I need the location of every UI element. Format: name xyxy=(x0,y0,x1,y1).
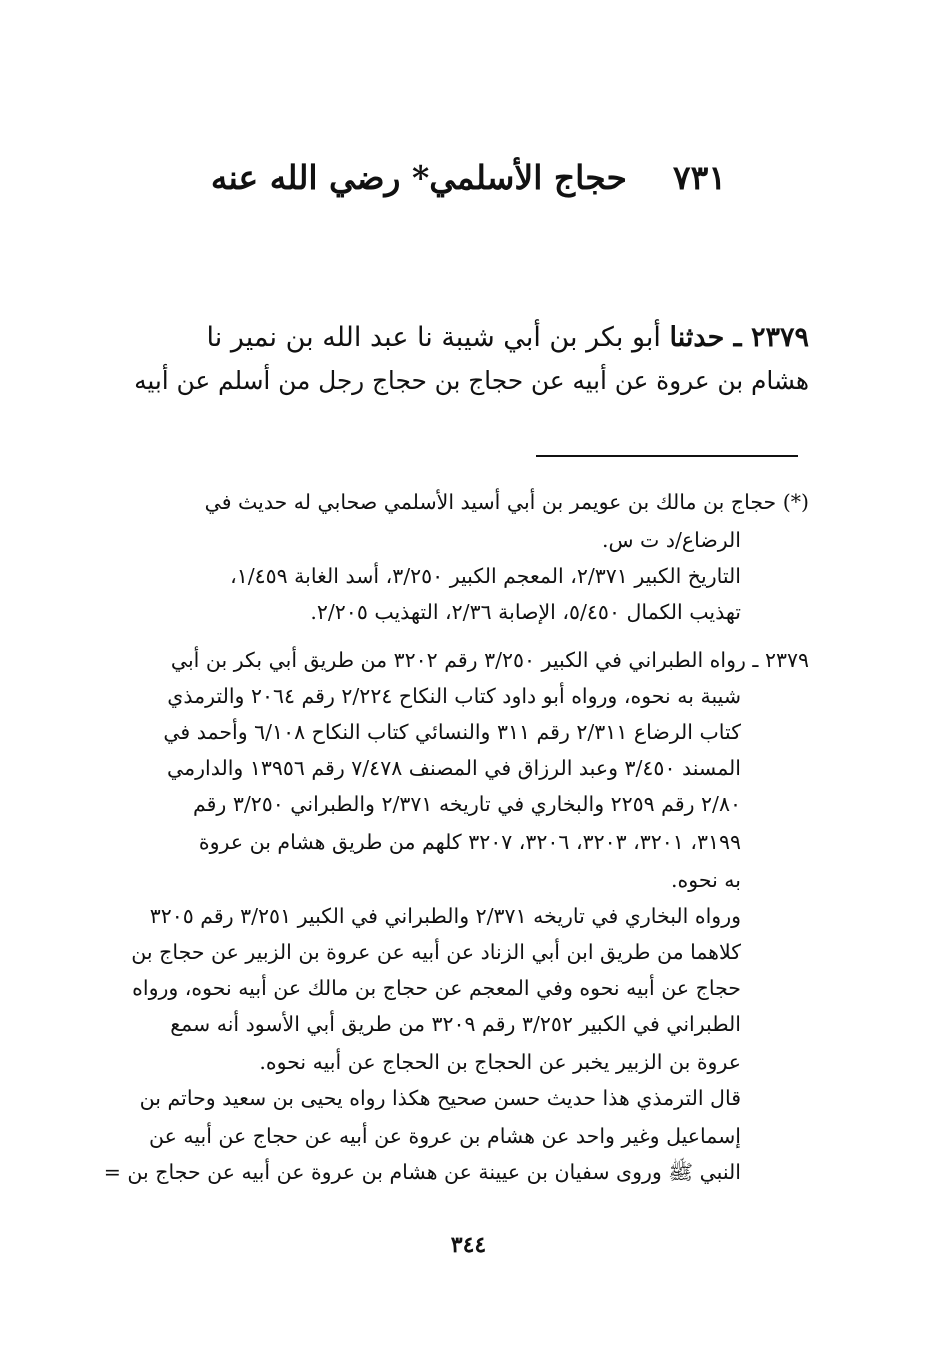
footnote-takhrij-line: كلاهما من طريق ابن أبي الزناد عن أبيه عن عروة بن الزبير عن حجاج بن xyxy=(131,940,741,964)
footnote-takhrij-line: حجاج عن أبيه نحوه وفي المعجم عن حجاج بن مالك عن أبيه نحوه، ورواه xyxy=(132,976,741,1000)
footnote-takhrij-line: الطبراني في الكبير ٣/٢٥٢ رقم ٣٢٠٩ من طريق أبي الأسود أنه سمع xyxy=(170,1012,741,1036)
chapter-title: حجاج الأسلمي* رضي الله عنه xyxy=(210,158,627,197)
footnote-bio-line: تهذيب الكمال ٥/٤٥٠، الإصابة ٢/٣٦، التهذيب ٢/٢٠٥. xyxy=(310,600,741,624)
footnote-takhrij-line: ٢/٨٠ رقم ٢٢٥٩ والبخاري في تاريخه ٢/٣٧١ والطبراني ٣/٢٥٠ رقم xyxy=(192,792,741,816)
footnote-takhrij-line: النبي ﷺ وروى سفيان بن عيينة عن هشام بن عروة عن أبيه عن حجاج بن = xyxy=(103,1160,741,1184)
chapter-heading xyxy=(0,158,937,197)
footnote-bio-line: التاريخ الكبير ٢/٣٧١، المعجم الكبير ٣/٢٥٠، أسد الغابة ١/٤٥٩، xyxy=(230,564,741,588)
hadith-line-1 xyxy=(207,322,809,353)
hadith-line-2: هشام بن عروة عن أبيه عن حجاج بن حجاج رجل من أسلم عن أبيه xyxy=(134,366,809,395)
page-number: ٣٤٤ xyxy=(450,1232,487,1258)
footnote-takhrij-line: عروة بن الزبير يخبر عن الحجاج بن الحجاج عن أبيه نحوه. xyxy=(259,1050,741,1074)
footnote-takhrij-line: المسند ٣/٤٥٠ وعبد الرزاق في المصنف ٧/٤٧٨ رقم ١٣٩٥٦ والدارمي xyxy=(167,756,741,780)
footnote-takhrij-line: شيبة به نحوه، ورواه أبو داود كتاب النكاح ٢/٢٢٤ رقم ٢٠٦٤ والترمذي xyxy=(167,684,741,708)
footnote-takhrij-line: إسماعيل وغير واحد عن هشام بن عروة عن أبيه عن حجاج عن أبيه عن xyxy=(148,1124,741,1148)
chapter-number: ٧٣١ xyxy=(672,158,727,197)
footnote-takhrij-line: كتاب الرضاع ٢/٣١١ رقم ٣١١ والنسائي كتاب النكاح ٦/١٠٨ وأحمد في xyxy=(163,720,741,744)
footnote-bio-line: (*) حجاج بن مالك بن عويمر بن أبي أسيد الأسلمي صحابي له حديث في xyxy=(204,490,809,514)
footnote-takhrij-line: ٣١٩٩، ٣٢٠١، ٣٢٠٣، ٣٢٠٦، ٣٢٠٧ كلهم من طريق هشام بن عروة xyxy=(198,830,741,854)
footnote-divider xyxy=(536,455,798,457)
footnote-bio-line: الرضاع/د ت س. xyxy=(601,528,741,552)
footnote-takhrij-line: ورواه البخاري في تاريخه ٢/٣٧١ والطبراني في الكبير ٣/٢٥١ رقم ٣٢٠٥ xyxy=(149,904,741,928)
footnote-takhrij-line: ٢٣٧٩ ـ رواه الطبراني في الكبير ٣/٢٥٠ رقم ٣٢٠٢ من طريق أبي بكر بن أبي xyxy=(170,648,809,672)
hadith-number: ٢٣٧٩ ـ حدثنا xyxy=(669,322,809,353)
footnote-takhrij-line: قال الترمذي هذا حديث حسن صحيح هكذا رواه يحيى بن سعيد وحاتم بن xyxy=(139,1086,741,1110)
hadith-text-line-1: أبو بكر بن أبي شيبة نا عبد الله بن نمير نا xyxy=(206,322,670,353)
footnote-takhrij-line: به نحوه. xyxy=(671,868,741,892)
